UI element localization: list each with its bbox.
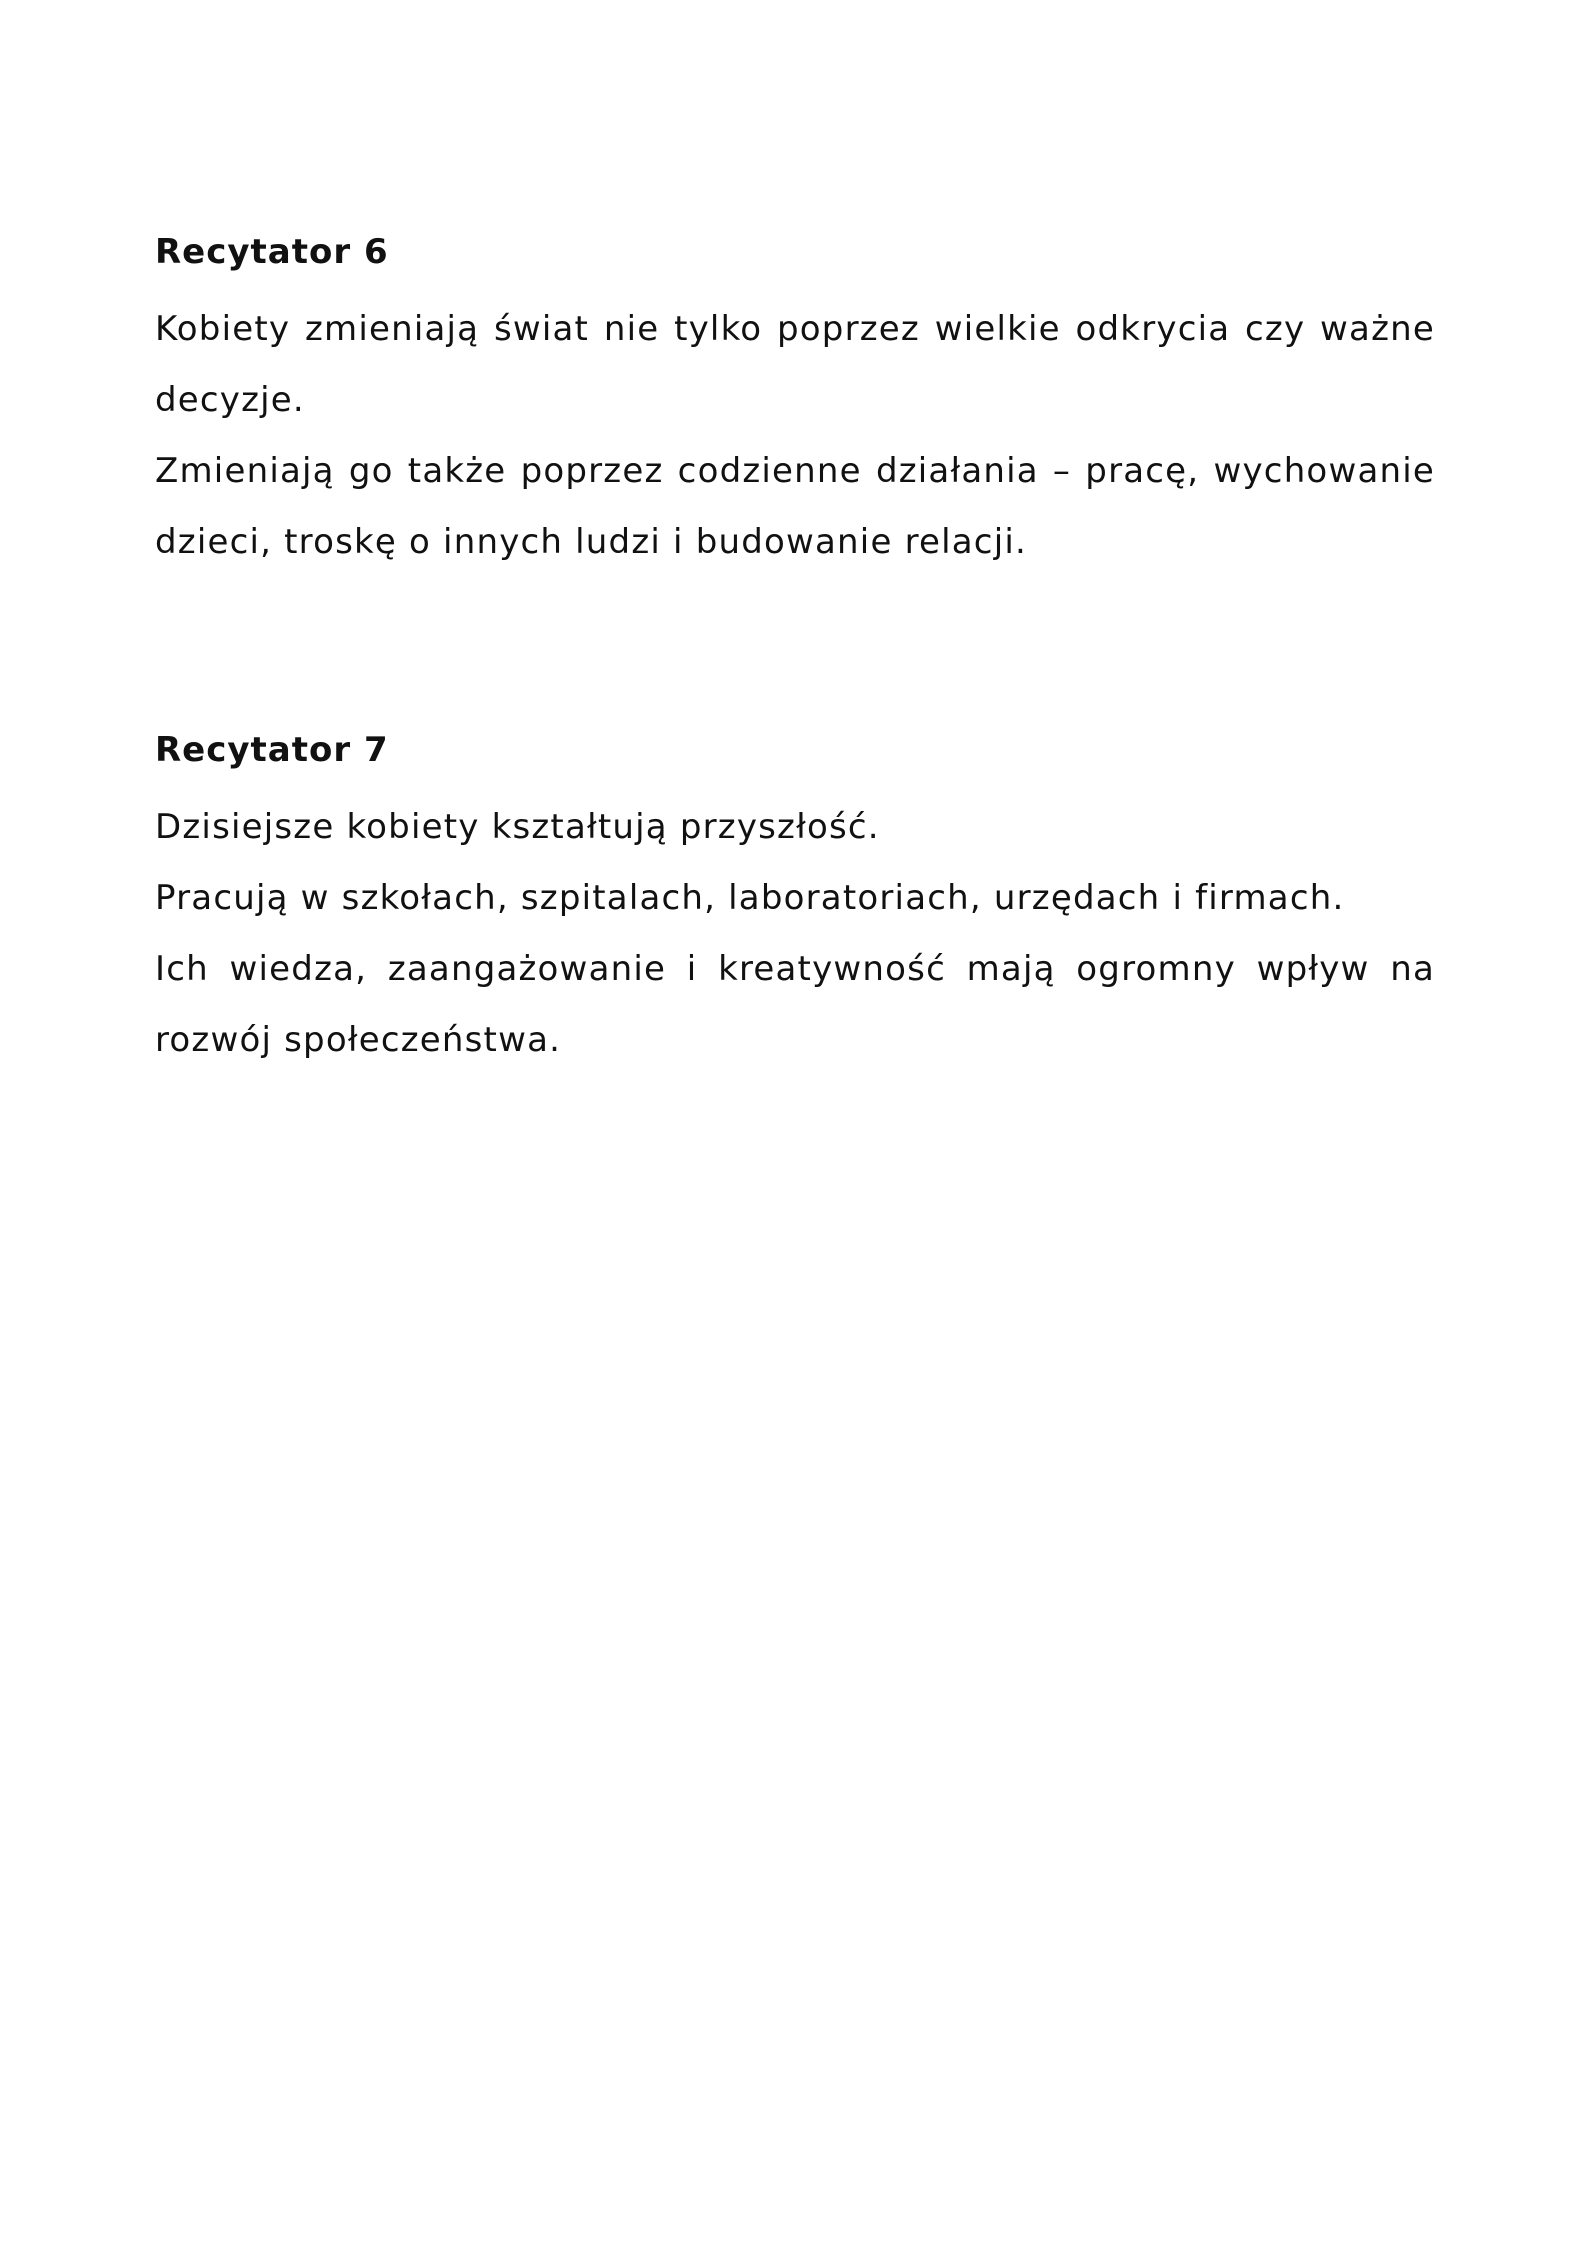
- verse-paragraph: Zmieniają go także poprzez codzienne działania – pracę, wychowanie dzieci, troskę o innych ludzi i budowanie relacji.: [155, 451, 1435, 562]
- verse-paragraph: Dzisiejsze kobiety kształtują przyszłość.: [155, 807, 880, 847]
- speaker-heading: Recytator 7: [155, 730, 389, 770]
- section-recytator-6: [155, 222, 1435, 578]
- speaker-heading: Recytator 6: [155, 232, 389, 272]
- section-recytator-7: [155, 720, 1435, 1076]
- verse-paragraph: Ich wiedza, zaangażowanie i kreatywność mają ogromny wpływ na rozwój społeczeństwa.: [155, 949, 1435, 1060]
- verse-paragraph: Kobiety zmieniają świat nie tylko poprzez wielkie odkrycia czy ważne decyzje.: [155, 309, 1435, 420]
- verse-paragraph: Pracują w szkołach, szpitalach, laboratoriach, urzędach i firmach.: [155, 878, 1345, 918]
- document-page: [155, 222, 1435, 1076]
